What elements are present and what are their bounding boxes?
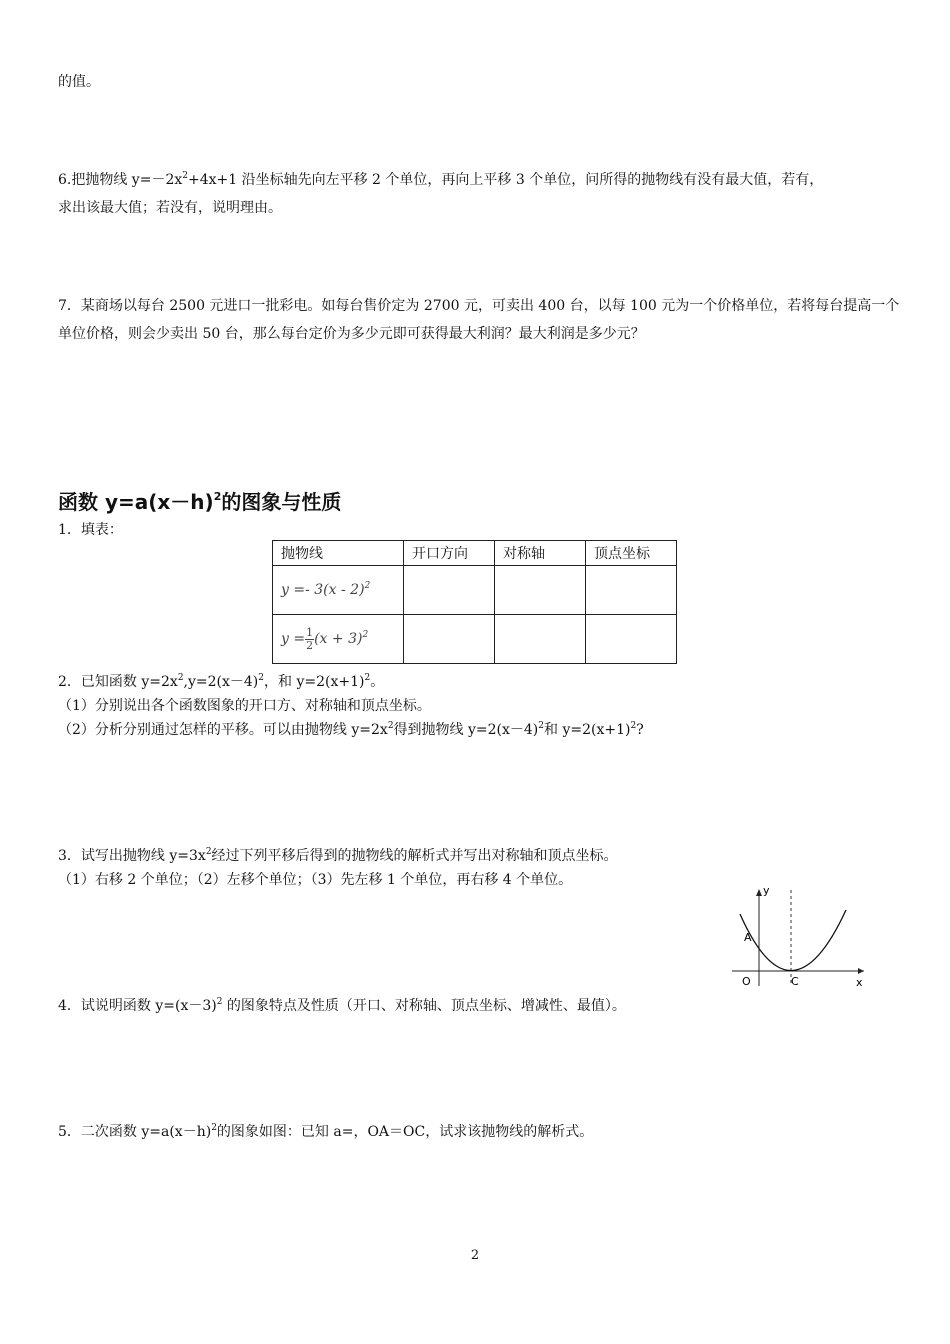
q2-sup-3: 2 (364, 673, 371, 683)
question-3-line2: （1）右移 2 个单位；（2）左移个单位；（3）先左移 1 个单位，再右移 4 个单位。 (58, 872, 573, 888)
section-heading (58, 486, 341, 515)
formula-1-sup: 2 (364, 581, 371, 591)
q6-text-a: 6.把抛物线 y=－2x (58, 172, 183, 188)
q4-text-a: 4．试说明函数 y=(x－3) (58, 998, 217, 1014)
q4-sup: 2 (216, 997, 223, 1007)
q2-text-d: 。 (370, 674, 385, 690)
label-x: x (856, 976, 863, 988)
question-2-line3 (58, 720, 644, 740)
question-6-line2: 求出该最大值；若没有，说明理由。 (58, 200, 282, 216)
label-o: O (742, 975, 751, 988)
table-row (273, 615, 677, 664)
question-6-line1 (58, 170, 823, 190)
formula-2-sup: 2 (362, 630, 369, 640)
label-y: y (763, 884, 770, 897)
q2-l3-sup-1: 2 (387, 721, 394, 731)
header-vertex: 顶点坐标 (586, 541, 677, 566)
header-opening-direction: 开口方向 (404, 541, 495, 566)
q6-text-b: +4x+1 沿坐标轴先向左平移 2 个单位，再向上平移 3 个单位，问所得的抛物线有没有最大值，若有， (187, 172, 824, 188)
formula-1-body: y =- 3(x - 2) (281, 582, 365, 598)
table-row (273, 566, 677, 615)
q2-l3-sup-2: 2 (538, 721, 545, 731)
question-2-line1 (58, 672, 384, 692)
answer-cell[interactable] (404, 566, 495, 615)
formula-2-prefix: y = (281, 631, 306, 647)
q2-sup-1: 2 (177, 673, 184, 683)
fraction-denominator: 2 (306, 638, 314, 652)
q2-sup-2: 2 (258, 673, 265, 683)
q6-superscript: 2 (182, 171, 188, 181)
formula-cell-1 (273, 566, 404, 615)
q2-text-a: 2．已知函数 y=2x (58, 674, 178, 690)
answer-cell[interactable] (495, 615, 586, 664)
q2-l3-sup-3: 2 (630, 721, 637, 731)
q5-text-b: 的图象如图：已知 a=，OA＝OC，试求该抛物线的解析式。 (216, 1124, 594, 1140)
question-5 (58, 1122, 593, 1142)
answer-cell[interactable] (404, 615, 495, 664)
parabola-graph (728, 884, 870, 988)
q2-text-b: ,y=2(x－4) (183, 674, 259, 690)
q3-text-a: 3．试写出抛物线 y=3x (58, 848, 206, 864)
heading-superscript: 2 (213, 490, 222, 503)
x-axis-arrow (858, 968, 864, 974)
q5-sup: 2 (211, 1123, 217, 1133)
q2-l3-b: 得到抛物线 y=2(x－4) (393, 722, 539, 738)
question-3-line1 (58, 846, 618, 866)
q2-l3-d: ? (636, 722, 644, 738)
q3-text-b: 经过下列平移后得到的抛物线的解析式并写出对称轴和顶点坐标。 (211, 848, 618, 864)
q2-l3-c: 和 y=2(x+1) (544, 722, 631, 738)
heading-text-b: 的图象与性质 (221, 490, 342, 514)
fraction (305, 627, 314, 652)
formula-1 (281, 582, 370, 598)
formula-2-rest: (x + 3) (314, 631, 363, 647)
answer-cell[interactable] (495, 566, 586, 615)
q3-sup: 2 (205, 847, 212, 857)
continued-text: 的值。 (58, 74, 100, 90)
q5-text-a: 5．二次函数 y=a(x－h) (58, 1124, 212, 1140)
q2-l3-a: （2）分析分别通过怎样的平移。可以由抛物线 y=2x (58, 722, 388, 738)
header-parabola: 抛物线 (273, 541, 404, 566)
fraction-numerator: 1 (306, 625, 314, 639)
formula-cell-2 (273, 615, 404, 664)
y-axis-arrow (756, 889, 762, 896)
table-header-row (273, 541, 677, 566)
page-number: 2 (470, 1248, 480, 1263)
question-4 (58, 996, 626, 1016)
label-c: C (791, 975, 799, 988)
answer-cell[interactable] (586, 615, 677, 664)
question-1-label: 1．填表： (58, 522, 123, 538)
parabola-curve (740, 910, 846, 971)
q2-text-c: ，和 y=2(x+1) (264, 674, 365, 690)
answer-cell[interactable] (586, 566, 677, 615)
label-a: A (744, 931, 752, 944)
question-2-line2: （1）分别说出各个函数图象的开口方、对称轴和顶点坐标。 (58, 698, 431, 714)
fill-in-table (272, 540, 677, 664)
header-axis-of-symmetry: 对称轴 (495, 541, 586, 566)
heading-text-a: 函数 y=a(x－h) (58, 490, 214, 514)
formula-2 (281, 625, 369, 652)
q4-text-b: 的图象特点及性质（开口、对称轴、顶点坐标、增减性、最值）。 (222, 998, 626, 1014)
question-7: 7．某商场以每台 2500 元进口一批彩电。如每台售价定为 2700 元，可卖出 400 台，以每 100 元为一个价格单位，若将每台提高一个单位价格，则会少卖出 50 台，那么每台定价为多少元即可获得最大利润？最大利润是多少元？ (58, 298, 900, 342)
